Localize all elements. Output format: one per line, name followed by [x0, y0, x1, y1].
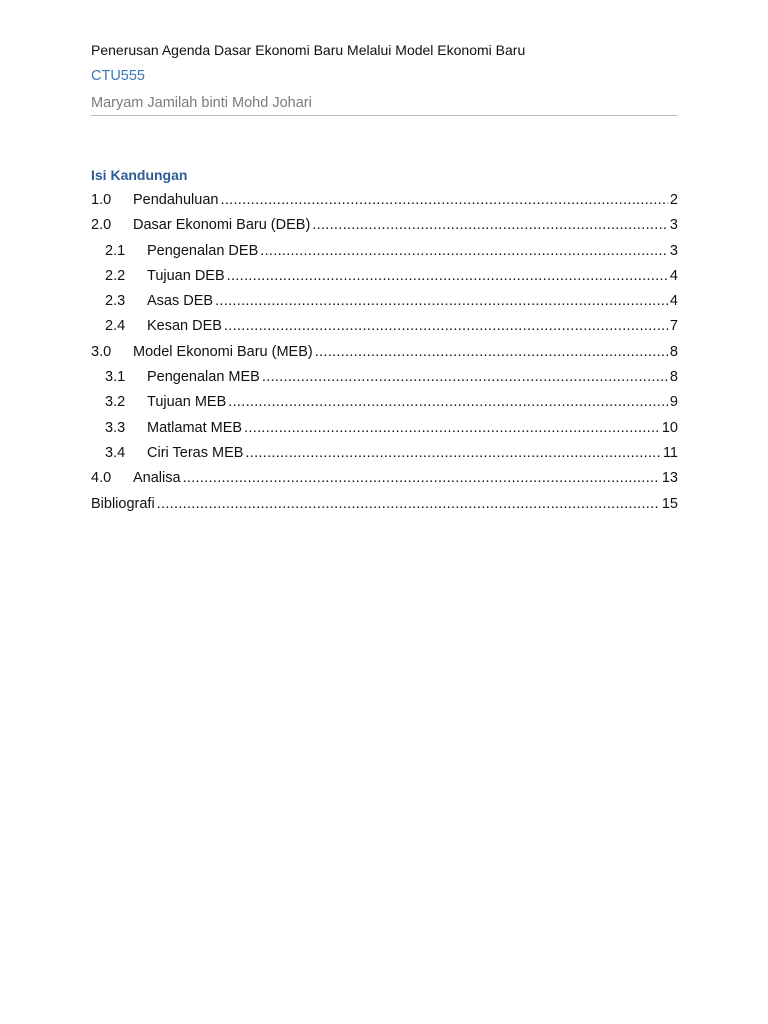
toc-dot-leader: [260, 241, 668, 261]
toc-entry-title: Pengenalan MEB: [147, 369, 260, 386]
toc-entry-page-number: 2: [669, 192, 678, 208]
toc-dot-leader: [224, 316, 668, 336]
toc-entry-title: Matlamat MEB: [147, 419, 243, 436]
toc-entry-title: Tujuan MEB: [147, 394, 227, 411]
toc-entry-number: 2.3: [105, 293, 126, 310]
toc-dot-leader: [157, 494, 660, 514]
toc-entry-page-number: 15: [661, 495, 678, 512]
toc-entry-title: Pendahuluan: [133, 192, 219, 208]
toc-entry[interactable]: [91, 443, 678, 468]
toc-entry-title: Asas DEB: [147, 293, 214, 310]
toc-entry-page-number: 9: [669, 394, 678, 411]
toc-entry-page-number: 3: [669, 217, 678, 234]
toc-entry-number: 3.0: [91, 343, 112, 360]
header-divider: [91, 115, 678, 116]
toc-entry[interactable]: [91, 418, 678, 443]
toc-entry-title: Model Ekonomi Baru (MEB): [133, 343, 313, 360]
toc-entry-page-number: 4: [669, 267, 678, 284]
toc-entry-number: 1.0: [91, 192, 112, 208]
toc-entry-page-number: 8: [669, 369, 678, 386]
toc-entry-number: 4.0: [91, 470, 112, 487]
document-header: [91, 40, 678, 113]
toc-entry-number: 2.1: [105, 242, 126, 259]
toc-entry[interactable]: [91, 392, 678, 417]
toc-entry[interactable]: [91, 367, 678, 392]
toc-dot-leader: [227, 266, 668, 286]
toc-entry-title: Pengenalan DEB: [147, 242, 259, 259]
toc-entry-number: 3.2: [105, 394, 126, 411]
toc-list: [91, 190, 678, 519]
toc-entry-number: 2.2: [105, 267, 126, 284]
toc-entry-title: Bibliografi: [91, 495, 155, 512]
toc-entry-title: Kesan DEB: [147, 318, 222, 335]
toc-dot-leader: [315, 342, 668, 362]
toc-dot-leader: [228, 392, 668, 412]
toc-dot-leader: [215, 291, 668, 311]
toc-dot-leader: [220, 190, 667, 210]
toc-entry-number: 2.4: [105, 318, 126, 335]
toc-entry-page-number: 7: [669, 318, 678, 335]
toc-entry-page-number: 13: [661, 470, 678, 487]
toc-entry[interactable]: [91, 190, 678, 215]
toc-entry[interactable]: [91, 266, 678, 291]
toc-dot-leader: [183, 468, 660, 488]
toc-entry-number: 2.0: [91, 217, 112, 234]
toc-entry-page-number: 8: [669, 343, 678, 360]
toc-entry-title: Ciri Teras MEB: [147, 444, 244, 461]
toc-entry-page-number: 10: [661, 419, 678, 436]
toc-dot-leader: [262, 367, 668, 387]
author-name: Maryam Jamilah binti Mohd Johari: [91, 95, 312, 111]
toc-entry-page-number: 11: [662, 444, 678, 461]
toc-entry-title: Dasar Ekonomi Baru (DEB): [133, 217, 311, 234]
toc-entry[interactable]: [91, 316, 678, 341]
toc-entry[interactable]: [91, 291, 678, 316]
toc-entry[interactable]: [91, 342, 678, 367]
toc-entry[interactable]: [91, 241, 678, 266]
toc-entry-number: 3.4: [105, 444, 126, 461]
toc-entry-page-number: 4: [669, 293, 678, 310]
toc-entry-title: Analisa: [133, 470, 181, 487]
toc-dot-leader: [245, 443, 661, 463]
toc-entry[interactable]: [91, 215, 678, 240]
toc-entry-page-number: 3: [669, 242, 678, 259]
toc-entry[interactable]: [91, 494, 678, 519]
toc-entry-title: Tujuan DEB: [147, 267, 225, 284]
document-title: Penerusan Agenda Dasar Ekonomi Baru Melalui Model Ekonomi Baru: [91, 42, 526, 58]
table-of-contents: [91, 165, 678, 519]
toc-entry[interactable]: [91, 468, 678, 493]
course-code: CTU555: [91, 68, 145, 84]
toc-dot-leader: [312, 215, 668, 235]
toc-dot-leader: [244, 418, 660, 438]
toc-entry-number: 3.1: [105, 369, 126, 386]
toc-entry-number: 3.3: [105, 419, 126, 436]
toc-heading: Isi Kandungan: [91, 167, 188, 183]
